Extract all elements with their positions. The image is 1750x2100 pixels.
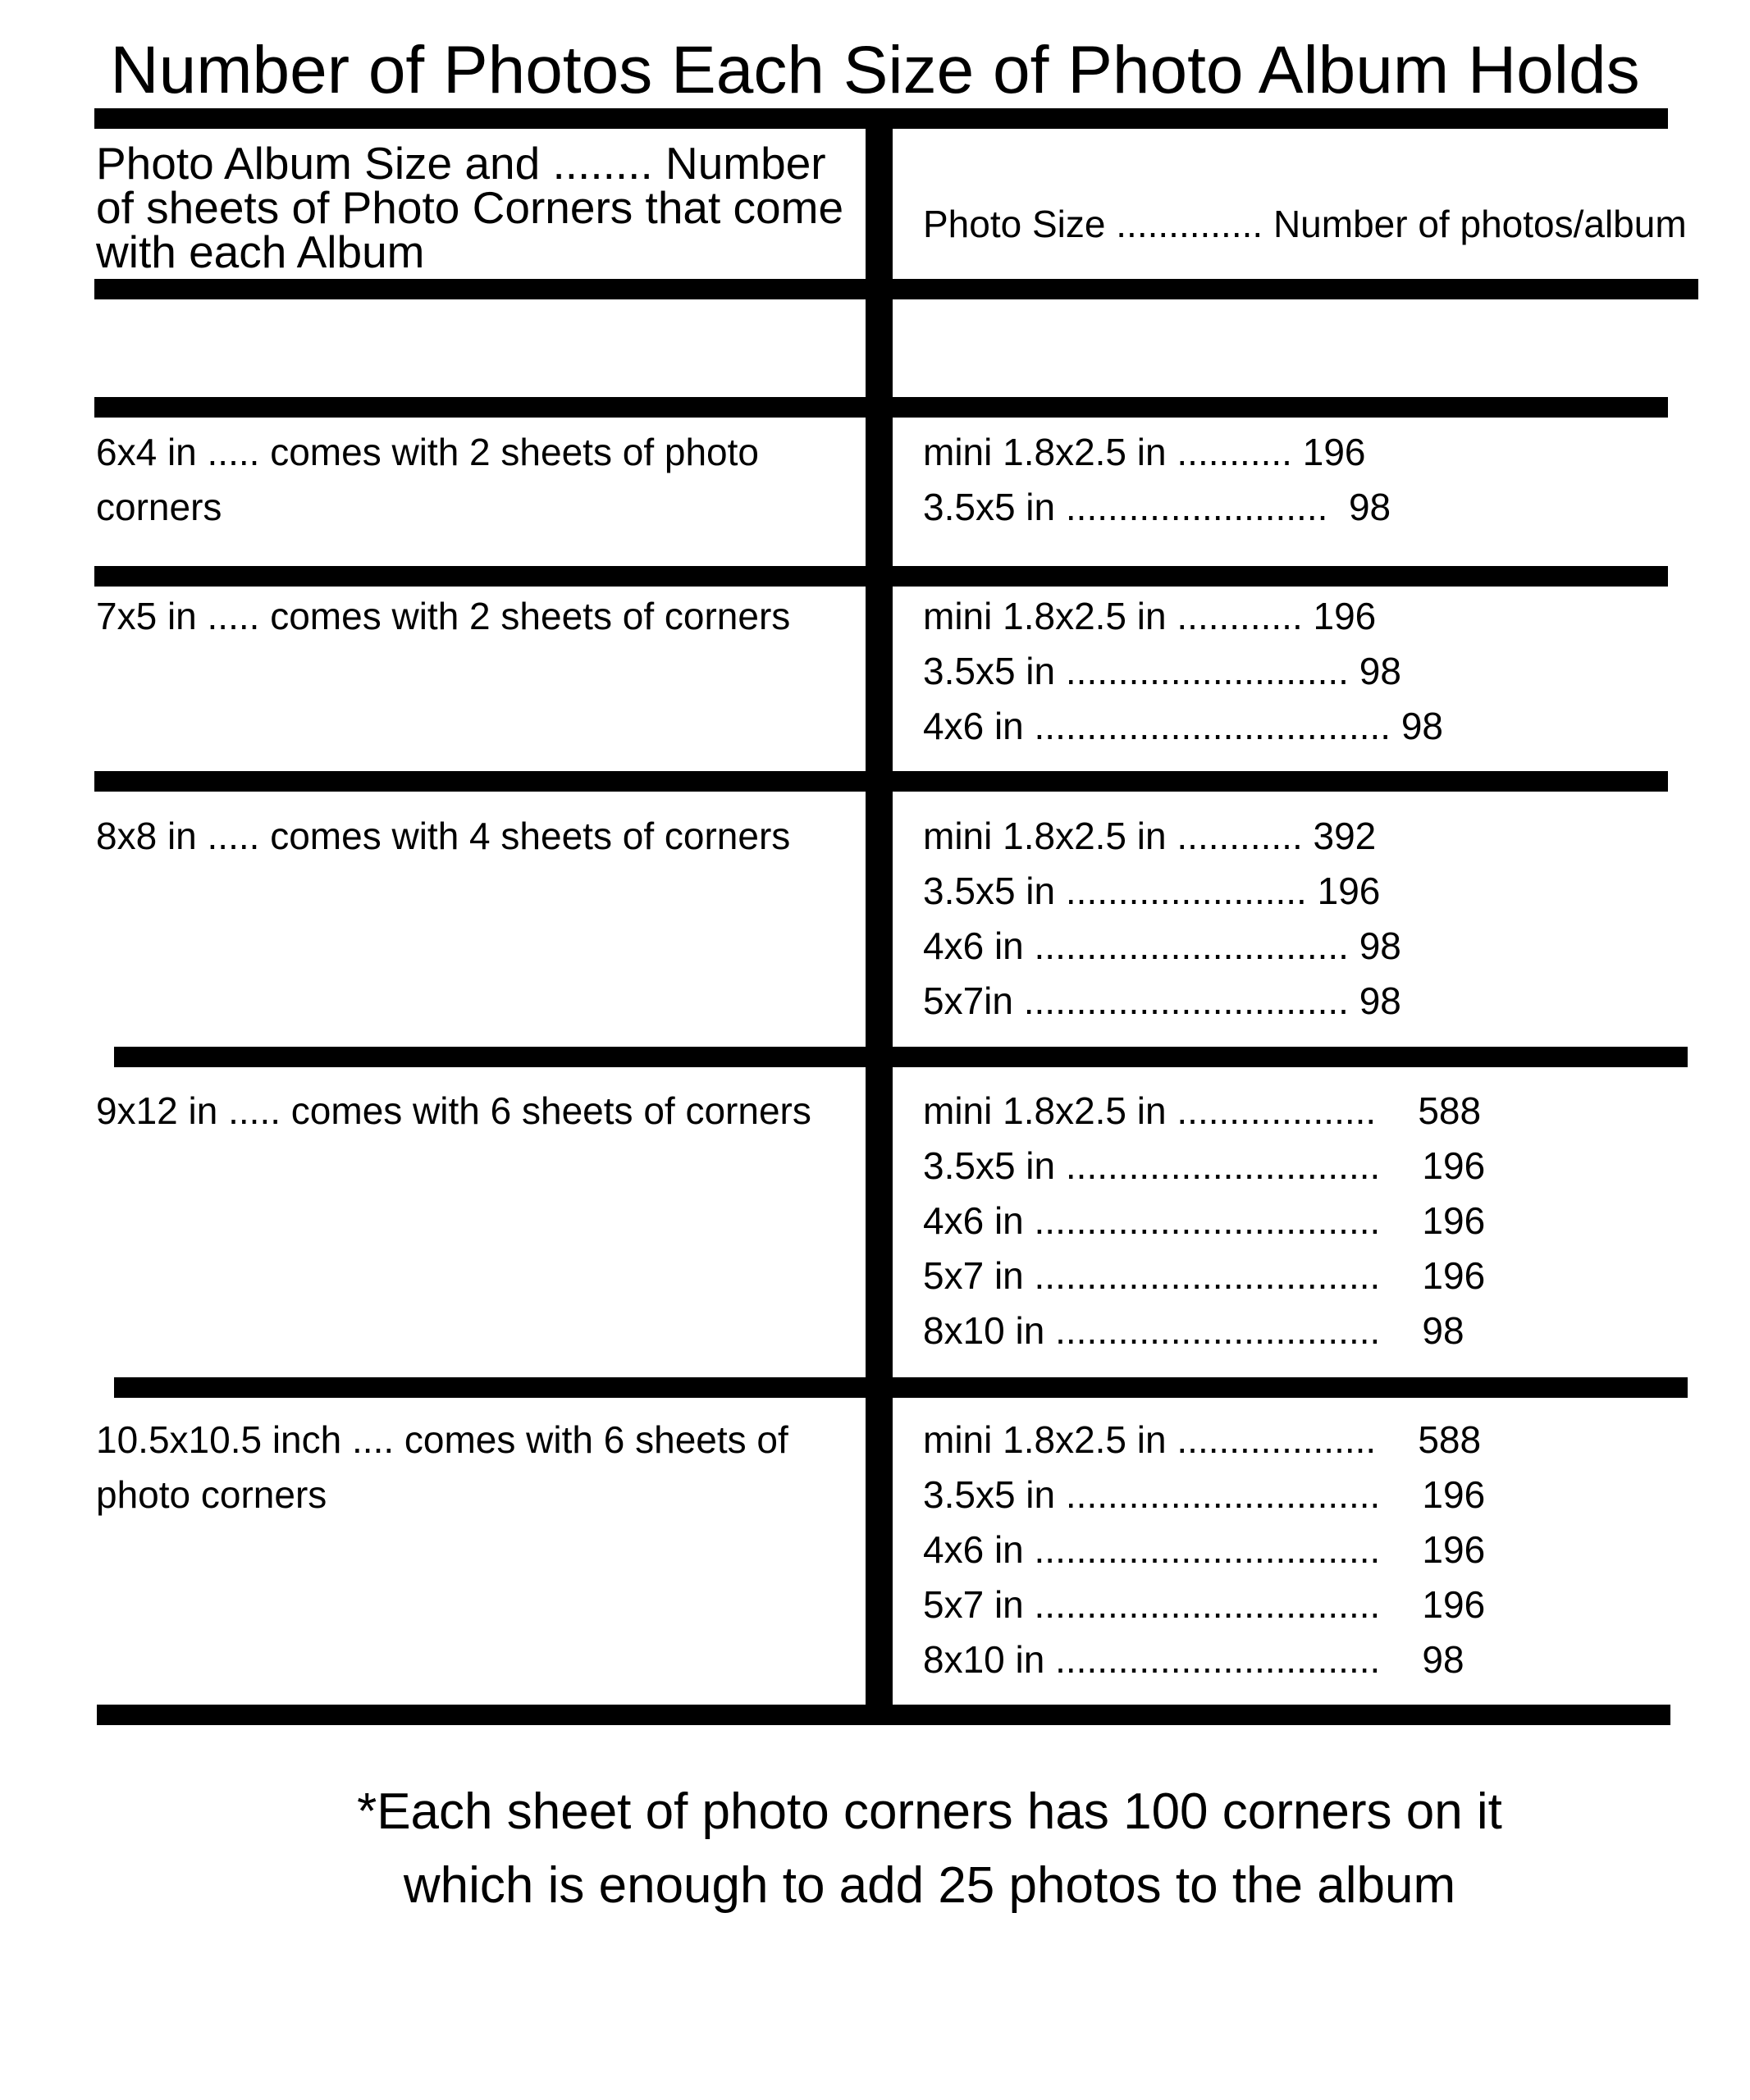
album-cell-8x8: [96, 809, 790, 864]
album-cell-10-5x10-5: [96, 1413, 788, 1522]
album-line: 8x8 in ..... comes with 4 sheets of corners: [96, 815, 791, 857]
photo-line: 5x7in ............................... 98: [923, 979, 1401, 1022]
page-title: Number of Photos Each Size of Photo Album Holds: [110, 33, 1640, 107]
top-rule: [94, 108, 1668, 129]
album-size-column-header: [96, 138, 844, 277]
album-line: corners: [96, 486, 222, 528]
photos-cell-6x4: [923, 425, 1391, 535]
photo-line: 8x10 in ............................... 98: [923, 1638, 1464, 1681]
column-divider: [866, 129, 893, 1705]
photos-cell-9x12: [923, 1084, 1485, 1358]
photo-line: 3.5x5 in .............................. 196: [923, 1144, 1486, 1187]
row-rule-4: [114, 1047, 1688, 1067]
photo-line: 8x10 in ............................... 98: [923, 1309, 1464, 1352]
photo-line: mini 1.8x2.5 in ................... 588: [923, 1418, 1482, 1461]
photo-line: 5x7 in ................................. 196: [923, 1254, 1486, 1297]
footnote-line: *Each sheet of photo corners has 100 corners on it: [357, 1783, 1502, 1840]
header-line: Photo Album Size and ........ Number: [96, 138, 826, 189]
photo-line: 5x7 in ................................. 196: [923, 1583, 1486, 1626]
photo-line: 4x6 in ................................. 196: [923, 1528, 1486, 1571]
photo-line: mini 1.8x2.5 in ........... 196: [923, 431, 1366, 473]
photo-line: 3.5x5 in ....................... 196: [923, 870, 1381, 912]
photo-line: 4x6 in .............................. 98: [923, 924, 1401, 967]
header-line: of sheets of Photo Corners that come: [96, 182, 844, 233]
album-cell-7x5: [96, 589, 790, 644]
album-line: photo corners: [96, 1473, 327, 1516]
photo-line: 4x6 in .................................. 98: [923, 705, 1444, 747]
header-bottom-rule: [94, 279, 1698, 299]
bottom-rule: [97, 1705, 1670, 1725]
album-cell-6x4: [96, 425, 759, 535]
photo-line: mini 1.8x2.5 in ............ 196: [923, 595, 1377, 637]
footnote-line: which is enough to add 25 photos to the album: [403, 1857, 1456, 1914]
album-line: 6x4 in ..... comes with 2 sheets of photo: [96, 431, 759, 473]
photos-cell-8x8: [923, 809, 1401, 1029]
album-line: 10.5x10.5 inch .... comes with 6 sheets of: [96, 1418, 788, 1461]
photo-line: mini 1.8x2.5 in ................... 588: [923, 1089, 1482, 1132]
photo-line: mini 1.8x2.5 in ............ 392: [923, 815, 1377, 857]
photo-size-column-header: Photo Size .............. Number of photos/album: [923, 203, 1687, 245]
photos-cell-10-5x10-5: [923, 1413, 1485, 1687]
row-rule-5: [114, 1377, 1688, 1398]
album-line: 9x12 in ..... comes with 6 sheets of corners: [96, 1089, 811, 1132]
photo-line: 3.5x5 in .............................. 196: [923, 1473, 1486, 1516]
footnote: [0, 1775, 1750, 1923]
header-line: with each Album: [96, 226, 425, 277]
photo-line: 3.5x5 in ........................... 98: [923, 650, 1401, 692]
album-line: 7x5 in ..... comes with 2 sheets of corners: [96, 595, 791, 637]
photo-line: 4x6 in ................................. 196: [923, 1199, 1486, 1242]
album-cell-9x12: [96, 1084, 811, 1139]
photos-cell-7x5: [923, 589, 1443, 754]
photo-line: 3.5x5 in ......................... 98: [923, 486, 1391, 528]
